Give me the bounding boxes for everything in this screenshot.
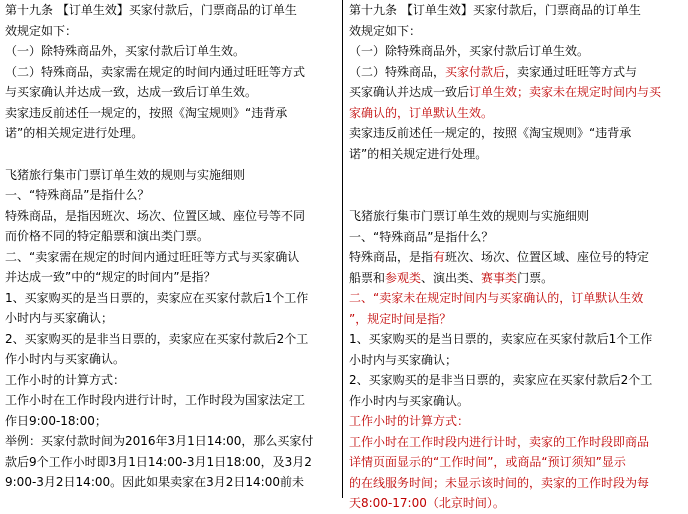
text-segment: （二）特殊商品， — [349, 64, 446, 79]
text-segment: 买家确认并达成一致后 — [349, 85, 470, 99]
highlighted-text: 家确认的，订单默认生效。 — [349, 105, 494, 120]
text-line — [5, 206, 337, 227]
text-line — [349, 0, 683, 21]
text-segment: 卖家违反前述任一规定的，按照《淘宝规则》“违背承 — [5, 105, 288, 120]
text-line — [349, 227, 683, 248]
text-line — [5, 185, 337, 206]
text-line — [349, 411, 683, 432]
highlighted-text: 买家付款后 — [445, 64, 506, 79]
text-line — [5, 349, 337, 370]
text-segment: 特殊商品，是指因班次、场次、位置区域、座位号等不同 — [5, 208, 306, 223]
text-line — [5, 144, 337, 165]
text-segment: 船票和 — [349, 270, 386, 285]
text-segment: 第十九条 【订单生效】买家付款后，门票商品的订单生 — [349, 3, 641, 17]
text-line — [349, 185, 683, 206]
highlighted-text: 订单生效；卖家未在规定时间内与买 — [469, 85, 662, 99]
text-segment: ，卖家通过旺旺等方式与 — [505, 64, 638, 79]
text-segment: （一）除特殊商品外，买家付款后订单生效。 — [5, 44, 246, 58]
text-line — [349, 473, 683, 494]
text-line — [349, 288, 683, 309]
text-line — [349, 62, 683, 83]
text-segment: 1、买家购买的是当日票的，卖家应在买家付款后1个工作 — [349, 332, 653, 346]
text-line — [349, 82, 683, 103]
text-line — [5, 123, 337, 144]
text-segment: 一、“特殊商品”是指什么？ — [349, 229, 494, 244]
text-line — [349, 164, 683, 185]
text-segment: 小时内与买家确认； — [5, 311, 114, 325]
text-line — [5, 21, 337, 42]
text-segment: 举例：买家付款时间为2016年3月1日14:00，那么买家付 — [5, 434, 314, 448]
text-segment: 1、买家购买的是当日票的，卖家应在买家付款后1个工作 — [5, 290, 309, 305]
text-segment: 门票。 — [517, 270, 554, 285]
highlighted-text: 有 — [433, 250, 446, 264]
text-line — [5, 103, 337, 124]
text-segment: 特殊商品，是指 — [349, 250, 434, 264]
text-line — [5, 308, 337, 329]
text-line — [5, 82, 337, 103]
text-line — [5, 267, 337, 288]
highlighted-text: ”，规定时间是指？ — [349, 311, 452, 326]
text-line — [5, 329, 337, 350]
text-segment: 与买家确认并达成一致，达成一致后订单生效。 — [5, 85, 258, 99]
text-line — [5, 41, 337, 62]
text-segment: 工作小时在工作时段内进行计时，工作时段为国家法定工 — [5, 393, 306, 407]
text-line — [349, 41, 683, 62]
highlighted-text: 的在线服务时间；未显示该时间的，卖家的工作时段为每 — [349, 475, 650, 490]
text-line — [349, 391, 683, 412]
text-segment: 卖家违反前述任一规定的，按照《淘宝规则》“违背承 — [349, 126, 632, 140]
text-segment: 二、“卖家需在规定的时间内通过旺旺等方式与买家确认 — [5, 249, 300, 264]
text-segment: 2、买家购买的是非当日票的，卖家应在买家付款后2个工 — [5, 331, 309, 346]
text-segment: 作小时内与买家确认。 — [349, 393, 470, 408]
text-line — [349, 452, 683, 473]
text-segment: （一）除特殊商品外，买家付款后订单生效。 — [349, 44, 590, 58]
text-line — [5, 288, 337, 309]
text-segment: 并达成一致”中的“规定的时间内”是指？ — [5, 270, 216, 284]
text-line — [349, 123, 683, 144]
text-line — [349, 432, 683, 453]
text-segment: 飞猪旅行集市门票订单生效的规则与实施细则 — [349, 209, 590, 223]
original-rule-column — [5, 0, 337, 493]
text-line — [349, 268, 683, 289]
highlighted-text: 工作小时在工作时段内进行计时，卖家的工作时段即商品 — [349, 434, 650, 449]
text-segment: 效规定如下： — [5, 23, 78, 38]
text-line — [349, 309, 683, 330]
text-line — [5, 390, 337, 411]
highlighted-text: 天8:00-17:00（北京时间）。 — [349, 496, 505, 510]
text-segment: 诺”的相关规定进行处理。 — [5, 126, 144, 140]
highlighted-text: 赛事类 — [481, 270, 518, 285]
text-segment: 一、“特殊商品”是指什么？ — [5, 188, 150, 202]
text-line — [5, 472, 337, 493]
highlighted-text: 工作小时的计算方式： — [349, 414, 470, 428]
highlighted-text: 二、“卖家未在规定时间内与买家确认的，订单默认生效 — [349, 291, 644, 305]
text-segment: 工作小时的计算方式： — [5, 372, 126, 387]
text-line — [349, 21, 683, 42]
text-segment: 小时内与买家确认； — [349, 352, 458, 367]
text-segment: 作小时内与买家确认。 — [5, 352, 126, 366]
text-line — [349, 144, 683, 165]
text-segment: （二）特殊商品，卖家需在规定的时间内通过旺旺等方式 — [5, 64, 306, 79]
text-segment: 诺”的相关规定进行处理。 — [349, 146, 488, 161]
text-line — [5, 0, 337, 21]
text-segment: 9:00-3月2日14:00。因此如果卖家在3月2日14:00前未 — [5, 475, 304, 489]
text-segment: 2、买家购买的是非当日票的，卖家应在买家付款后2个工 — [349, 373, 653, 387]
text-line — [349, 370, 683, 391]
highlighted-text: 参观类 — [385, 270, 422, 285]
text-line — [349, 247, 683, 268]
text-segment: 作日9:00-18:00； — [5, 413, 107, 428]
text-line — [5, 226, 337, 247]
text-line — [349, 493, 683, 514]
text-line — [5, 247, 337, 268]
revised-rule-column — [349, 0, 683, 514]
text-line — [349, 103, 683, 124]
text-line — [349, 329, 683, 350]
text-segment: 效规定如下： — [349, 23, 422, 38]
text-line — [349, 350, 683, 371]
text-line — [5, 411, 337, 432]
text-segment: 第十九条 【订单生效】买家付款后，门票商品的订单生 — [5, 3, 297, 17]
text-segment: 而价格不同的特定船票和演出类门票。 — [5, 229, 210, 243]
text-line — [5, 452, 337, 473]
text-line — [349, 206, 683, 227]
column-divider — [342, 0, 343, 498]
text-segment: 飞猪旅行集市门票订单生效的规则与实施细则 — [5, 167, 246, 182]
text-line — [5, 165, 337, 186]
text-line — [5, 431, 337, 452]
text-segment: 班次、场次、位置区域、座位号的特定 — [445, 250, 650, 264]
text-line — [5, 370, 337, 391]
text-segment: 、演出类、 — [421, 270, 482, 285]
highlighted-text: 详情页面显示的“工作时间”，或商品“预订须知”显示 — [349, 455, 626, 469]
text-line — [5, 62, 337, 83]
text-segment: 款后9个工作小时即3月1日14:00-3月1日18:00，及3月2 — [5, 454, 312, 469]
